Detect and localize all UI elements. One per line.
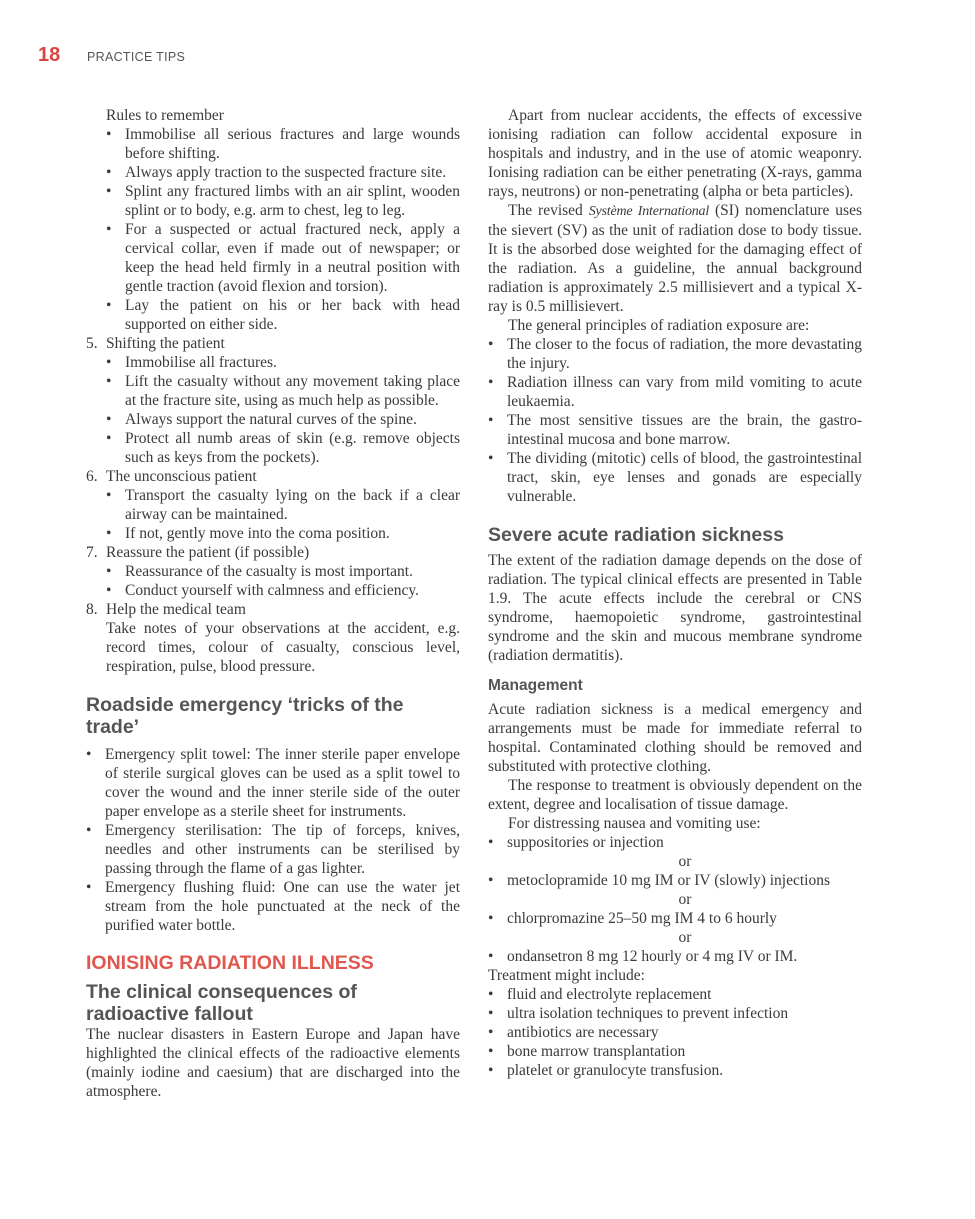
tricks-list (86, 745, 460, 935)
or-separator: or (678, 853, 692, 870)
list-item: • bone marrow transplantation (488, 1042, 862, 1061)
list-item: • Splint any fractured limbs with an air splint, wooden splint or to body, e.g. arm to chest, leg to leg. (106, 182, 460, 220)
list-item: • platelet or granulocyte transfusion. (488, 1061, 862, 1080)
list-item: • suppositories or injection (488, 833, 862, 852)
list-item: • Lay the patient on his or her back with head supported on either side. (106, 296, 460, 334)
management-text: Acute radiation sickness is a medical emergency and arrangements must be made for immediate referral to hospital. Contaminated clothing should be removed and substituted with protective clothing. (488, 701, 862, 775)
step-number: 8. (86, 601, 98, 618)
or-separator: or (678, 891, 692, 908)
list-item: • Emergency flushing fluid: One can use the water jet stream from the hole punctuated at the neck of the purified water bottle. (86, 878, 460, 935)
sickness-heading: Severe acute radiation sickness (488, 524, 784, 546)
step-title: Shifting the patient (106, 335, 225, 352)
step-number: 5. (86, 335, 98, 352)
right-column (488, 106, 862, 1080)
step-number: 6. (86, 468, 98, 485)
fallout-heading (86, 981, 460, 1025)
step-6 (86, 467, 460, 486)
fallout-heading-line: The clinical consequences of (86, 981, 357, 1003)
step-7 (86, 543, 460, 562)
list-item: • Protect all numb areas of skin (e.g. remove objects such as keys from the pockets). (106, 429, 460, 467)
list-item: • ultra isolation techniques to prevent infection (488, 1004, 862, 1023)
tricks-heading: Roadside emergency ‘tricks of the trade’ (86, 694, 404, 738)
paragraph (488, 201, 862, 316)
list-item: • ondansetron 8 mg 12 hourly or 4 mg IV or IM. (488, 947, 862, 966)
list-item: • If not, gently move into the coma position. (106, 524, 460, 543)
principles-list (488, 335, 862, 506)
drugs-list (488, 947, 862, 966)
list-item: • Always apply traction to the suspected fracture site. (106, 163, 460, 182)
list-item: • Radiation illness can vary from mild vomiting to acute leukaemia. (488, 373, 862, 411)
left-column (86, 106, 460, 1101)
step-6-list (86, 486, 460, 543)
step-7-list (86, 562, 460, 600)
si-term: Système International (588, 204, 710, 219)
rules-title: Rules to remember (106, 107, 224, 124)
section-heading: IONISING RADIATION ILLNESS (86, 952, 374, 974)
list-item: • Emergency sterilisation: The tip of forceps, knives, needles and other instruments can be sterilised by passing through the flame of a gas lighter. (86, 821, 460, 878)
or-separator: or (678, 929, 692, 946)
step-title: Help the medical team (106, 601, 246, 618)
list-item: • Always support the natural curves of the spine. (106, 410, 460, 429)
treatment-intro: Treatment might include: (488, 967, 645, 984)
step-5-list (86, 353, 460, 467)
fallout-text: The nuclear disasters in Eastern Europe and Japan have highlighted the clinical effects of the radioactive elements (mainly iodine and caesium) that are discharged into the atmosphere. (86, 1026, 460, 1100)
list-item: • Emergency split towel: The inner sterile paper envelope of sterile surgical gloves can be used as a split towel to cover the wound and the inner sterile side of the outer paper envelope as a sterile sheet for instruments. (86, 745, 460, 821)
list-item: • fluid and electrolyte replacement (488, 985, 862, 1004)
page-number: 18 (38, 44, 61, 66)
list-item: • Lift the casualty without any movement taking place at the fracture site, using as much help as possible. (106, 372, 460, 410)
list-item: • Conduct yourself with calmness and efficiency. (106, 581, 460, 600)
step-5 (86, 334, 460, 353)
step-8-text: Take notes of your observations at the accident, e.g. record times, colour of casualty, conscious level, respiration, pulse, blood pressure. (106, 620, 460, 675)
step-8 (86, 600, 460, 619)
fallout-heading-line: radioactive fallout (86, 1003, 253, 1025)
sickness-text: The extent of the radiation damage depends on the dose of radiation. The typical clinical effects are presented in Table 1.9. The acute effects include the cerebral or CNS syndrome, haemopoietic syndrome, gastrointestinal syndrome and the skin and mucous membrane syndrome (radiation dermatitis). (488, 552, 862, 664)
list-item: • antibiotics are necessary (488, 1023, 862, 1042)
drugs-list (488, 909, 862, 928)
list-item: • The closer to the focus of radiation, the more devastating the injury. (488, 335, 862, 373)
nausea-text: For distressing nausea and vomiting use: (508, 815, 761, 832)
management-heading: Management (488, 677, 583, 694)
paragraph-part: The revised (508, 202, 589, 219)
paragraph: Apart from nuclear accidents, the effects of excessive ionising radiation can follow accidental exposure in hospitals and industry, and in the use of atomic weaponry. Ionising radiation can be either penetrating (X-rays, gamma rays, neutrons) or non-penetrating (alpha or beta particles). (488, 107, 862, 200)
list-item: • Reassurance of the casualty is most important. (106, 562, 460, 581)
drugs-list (488, 833, 862, 852)
list-item: • chlorpromazine 25–50 mg IM 4 to 6 hourly (488, 909, 862, 928)
step-title: The unconscious patient (106, 468, 257, 485)
list-item: • Immobilise all fractures. (106, 353, 460, 372)
list-item: • Transport the casualty lying on the back if a clear airway can be maintained. (106, 486, 460, 524)
rules-list (86, 125, 460, 334)
paragraph-part: (SI) nomenclature uses the sievert (SV) as the unit of radiation dose to body tissue. It is the absorbed dose weighted for the damaging effect of the radiation. As a guideline, the annual background radiation is approximately 2.5 millisievert and a typical X-ray is 0.5 millisievert. (488, 202, 862, 315)
drugs-list (488, 871, 862, 890)
list-item: • Immobilise all serious fractures and large wounds before shifting. (106, 125, 460, 163)
running-head: PRACTICE TIPS (87, 50, 186, 64)
treatments-list (488, 985, 862, 1080)
paragraph: The general principles of radiation exposure are: (508, 317, 810, 334)
list-item: • metoclopramide 10 mg IM or IV (slowly) injections (488, 871, 862, 890)
list-item: • The most sensitive tissues are the brain, the gastro-intestinal mucosa and bone marrow. (488, 411, 862, 449)
response-text: The response to treatment is obviously dependent on the extent, degree and localisation of tissue damage. (488, 777, 862, 813)
list-item: • For a suspected or actual fractured neck, apply a cervical collar, even if made out of newspaper; or keep the head held firmly in a neutral position with gentle traction (avoid flexion and torsion). (106, 220, 460, 296)
list-item: • The dividing (mitotic) cells of blood, the gastrointestinal tract, skin, eye lenses and gonads are especially vulnerable. (488, 449, 862, 506)
step-number: 7. (86, 544, 98, 561)
step-title: Reassure the patient (if possible) (106, 544, 310, 561)
